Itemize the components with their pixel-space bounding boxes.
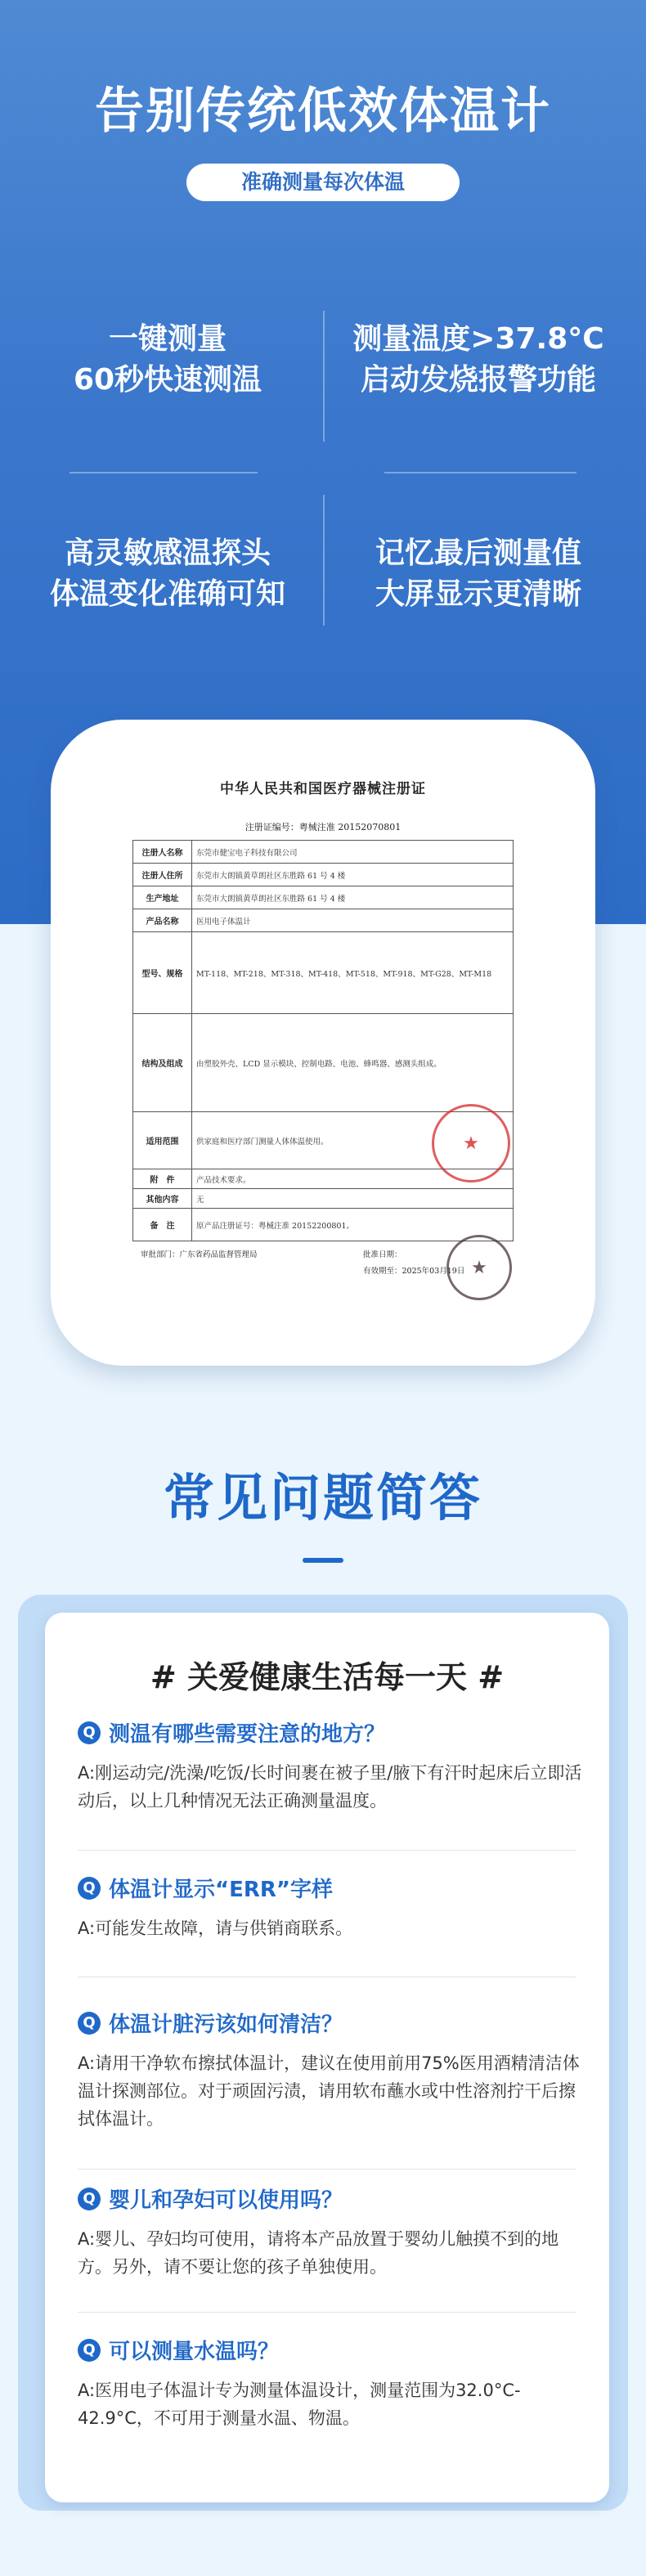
- faq-question: [78, 2183, 585, 2214]
- faq-divider: [78, 1850, 576, 1851]
- table-row: [133, 1014, 514, 1112]
- registration-certificate: [132, 777, 514, 1279]
- row-value: 供家庭和医疗部门测量人体体温使用。: [192, 1112, 514, 1169]
- row-value: 产品技术要求。: [192, 1169, 514, 1189]
- row-value: 东莞市健宝电子科技有限公司: [192, 841, 514, 864]
- faq-item: [78, 2008, 585, 2133]
- row-value: 东莞市大朗镇黄草朗社区东胜路 61 号 4 楼: [192, 864, 514, 886]
- feature-line: 大屏显示更清晰: [375, 577, 581, 611]
- row-key: 结构及组成: [133, 1014, 192, 1112]
- faq-answer: A:刚运动完/洗澡/吃饭/长时间裹在被子里/腋下有汗时起床后立即活动后，以上几种情况无法正确测量温度。: [78, 1763, 582, 1811]
- faq-answer: A:可能发生故障，请与供销商联系。: [78, 1919, 353, 1938]
- faq-item: [78, 2335, 585, 2432]
- faq-card: [45, 1613, 609, 2502]
- table-row: [133, 1189, 514, 1209]
- question-text: 可以测量水温吗？: [109, 2340, 280, 2364]
- row-key: 注册人名称: [133, 841, 192, 864]
- faq-item: [78, 1873, 585, 1942]
- red-seal-stamp-icon: ★: [432, 1104, 510, 1183]
- question-text: 婴儿和孕妇可以使用吗？: [109, 2188, 343, 2213]
- feature-line: 60秒快速测温: [73, 363, 262, 397]
- approval-authority: 审批部门：广东省药品监督管理局: [141, 1250, 258, 1259]
- row-key: 适用范围: [133, 1112, 192, 1169]
- faq-divider: [78, 2312, 576, 2313]
- faq-item: [78, 1717, 585, 1815]
- feature-sensitive-probe: [12, 533, 323, 615]
- feature-one-key: [12, 319, 323, 401]
- registration-certificate-card: [51, 720, 595, 1366]
- question-icon: Q: [78, 2012, 101, 2035]
- feature-line: 启动发烧报警功能: [360, 363, 596, 397]
- faq-question: [78, 1717, 585, 1748]
- row-value: MT-118、MT-218、MT-318、MT-418、MT-518、MT-918、MT-G28、MT-M18: [192, 932, 514, 1014]
- row-value: 原产品注册证号：粤械注准 20152200801。: [192, 1209, 514, 1241]
- faq-card-title: # 关爱健康生活每一天 #: [150, 1659, 505, 1695]
- row-key: 备 注: [133, 1209, 192, 1241]
- faq-item: [78, 2183, 585, 2281]
- faq-section-title: 常见问题简答: [163, 1468, 482, 1528]
- feature-fever-alarm: [323, 319, 634, 401]
- feature-line: 体温变化准确可知: [49, 577, 285, 611]
- row-key: 其他内容: [133, 1189, 192, 1209]
- feature-divider-horizontal: [384, 472, 576, 473]
- feature-line: 一键测量: [108, 322, 227, 356]
- feature-line: 测量温度>37.8°C: [352, 322, 604, 356]
- table-row: [133, 886, 514, 909]
- row-value: 东莞市大朗镇黄草朗社区东胜路 61 号 4 楼: [192, 886, 514, 909]
- question-icon: Q: [78, 1721, 101, 1744]
- official-seal-stamp-icon: ★: [446, 1235, 512, 1300]
- row-value: 由塑胶外壳、LCD 显示模块、控制电路、电池、蜂鸣器、感测头组成。: [192, 1014, 514, 1112]
- faq-question: [78, 1873, 585, 1903]
- question-icon: Q: [78, 2188, 101, 2210]
- table-row: [133, 932, 514, 1014]
- question-text: 体温计脏污该如何清洁？: [109, 2013, 343, 2037]
- question-text: 测温有哪些需要注意的地方？: [109, 1722, 386, 1747]
- table-row: [133, 909, 514, 932]
- hero-title: 告别传统低效体温计: [95, 83, 551, 140]
- hero-subtitle-pill: 准确测量每次体温: [186, 164, 460, 201]
- question-text: 体温计显示“ERR”字样: [109, 1878, 333, 1902]
- faq-divider: [78, 2169, 576, 2170]
- faq-question: [78, 2008, 585, 2038]
- expiry-date: 有效期至：2025年03月19日: [363, 1267, 465, 1276]
- feature-memory-display: [323, 533, 634, 615]
- faq-answer: A:医用电子体温计专为测量体温设计，测量范围为32.0°C-42.9°C，不可用于测量水温、物温。: [78, 2381, 521, 2428]
- table-row: [133, 1209, 514, 1241]
- question-icon: Q: [78, 1877, 101, 1900]
- feature-line: 高灵敏感温探头: [64, 536, 271, 570]
- row-value: 无: [192, 1189, 514, 1209]
- table-row: [133, 841, 514, 864]
- question-icon: Q: [78, 2339, 101, 2362]
- certificate-title: 中华人民共和国医疗器械注册证: [220, 781, 426, 797]
- row-key: 附 件: [133, 1169, 192, 1189]
- faq-answer: A:婴儿、孕妇均可使用，请将本产品放置于婴幼儿触摸不到的地方。另外，请不要让您的孩子单独使用。: [78, 2229, 559, 2277]
- feature-line: 记忆最后测量值: [375, 536, 581, 570]
- table-row: [133, 864, 514, 886]
- row-key: 产品名称: [133, 909, 192, 932]
- row-key: 生产地址: [133, 886, 192, 909]
- approval-date: 批准日期：: [363, 1250, 402, 1259]
- title-underline: [303, 1558, 343, 1563]
- certificate-table: [132, 840, 514, 1241]
- row-key: 型号、规格: [133, 932, 192, 1014]
- certificate-number: 注册证编号：粤械注准 20152070801: [244, 822, 402, 832]
- row-key: 注册人住所: [133, 864, 192, 886]
- faq-answer: A:请用干净软布擦拭体温计，建议在使用前用75%医用酒精清洁体温计探测部位。对于顽固污渍，请用软布蘸水或中性溶剂拧干后擦拭体温计。: [78, 2053, 580, 2129]
- row-value: 医用电子体温计: [192, 909, 514, 932]
- faq-question: [78, 2335, 585, 2365]
- feature-divider-horizontal: [70, 472, 258, 473]
